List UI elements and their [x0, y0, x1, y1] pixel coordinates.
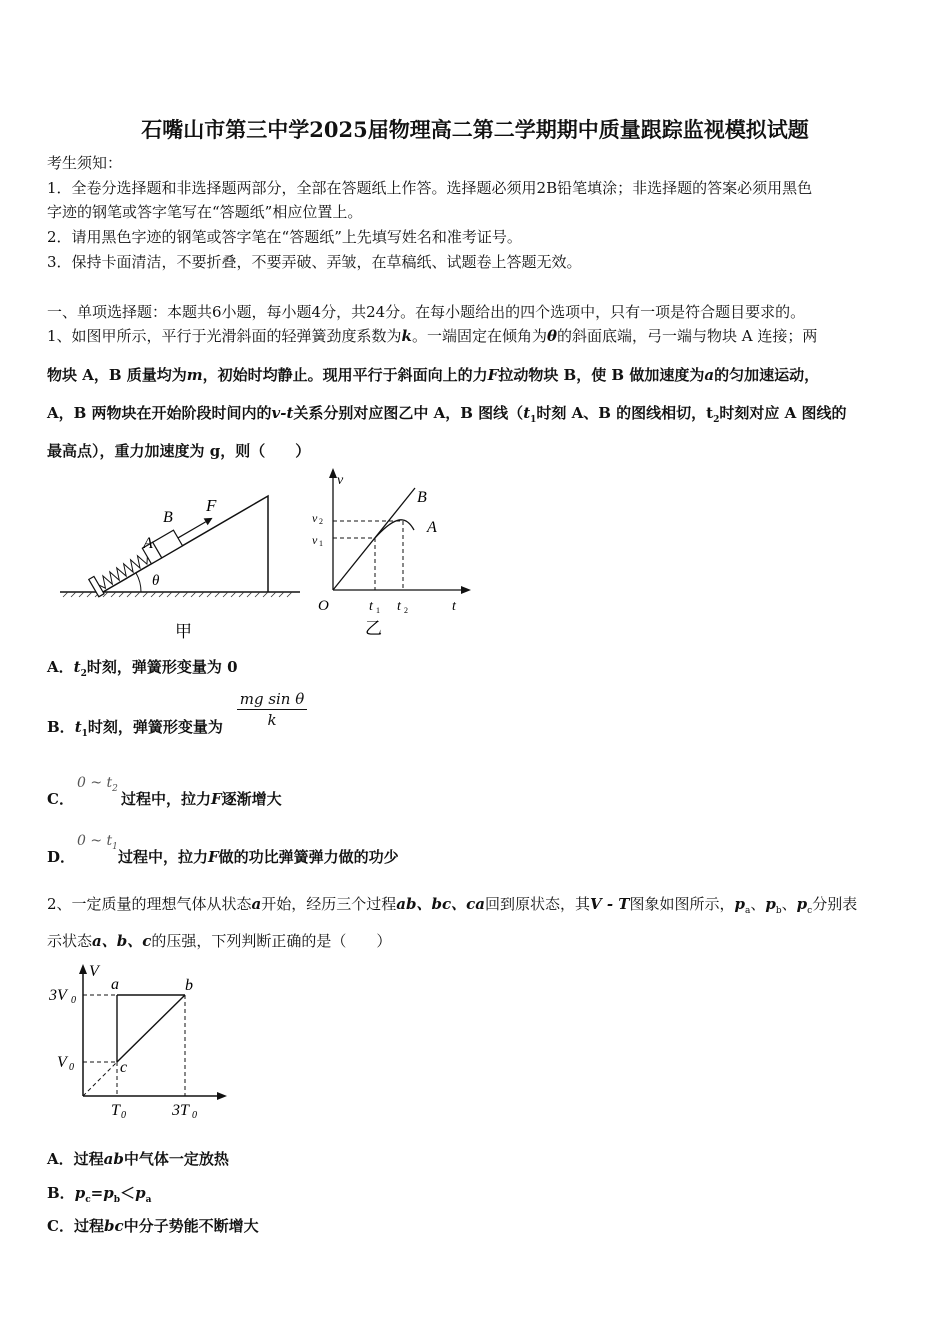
notice-item-1: 1．全卷分选择题和非选择题两部分，全部在答题纸上作答。选择题必须用2B铅笔填涂；非选择题的答案必须用黑色 [47, 179, 813, 197]
force-arrowhead [204, 514, 215, 525]
q1-F: F [487, 366, 499, 384]
option-label: B． [47, 718, 75, 736]
q2-text: 2、一定质量的理想气体从状态 [47, 895, 252, 913]
guide-lines [333, 521, 403, 590]
label-v2-sub: 2 [319, 517, 323, 526]
q1-a: a [704, 366, 715, 384]
label-A: A [143, 535, 153, 552]
option-sub: b [113, 1195, 121, 1205]
q1-option-D-text [118, 846, 399, 868]
q2-abc: a、b、c [92, 932, 152, 950]
option-p: p [74, 1184, 86, 1202]
T-axis-arrow [217, 1092, 227, 1100]
q1-t1-sub: 1 [530, 415, 537, 425]
range-C [77, 775, 118, 794]
label-A-curve: A [427, 519, 437, 536]
V-axis-arrow [79, 964, 87, 974]
section-heading: 一、单项选择题：本题共6小题，每小题4分，共24分。在每小题给出的四个选项中，只有一项是符合题目要求的。 [47, 303, 806, 321]
q2-text: 示状态 [47, 932, 93, 950]
caption-jia: 甲 [175, 622, 192, 641]
q2-pc: p [796, 895, 808, 913]
q2-line-1: 2、一定质量的理想气体从状态a开始，经历三个过程ab、bc、ca回到原状态，其V - T图象如图所示，$p_a$、$p_b$、$p_c$分别表 [47, 895, 858, 916]
label-3T0: 3T [172, 1102, 189, 1119]
label-3V0-sub: 0 [71, 995, 76, 1006]
spring [96, 552, 150, 591]
label-V0: V [57, 1054, 67, 1071]
q1-line-3 [47, 402, 846, 431]
notice-heading: 考生须知： [47, 154, 123, 172]
curve-A [375, 520, 414, 538]
label-t2: t [397, 599, 401, 614]
option-eq: = [90, 1184, 104, 1202]
q1-t2-sub: 2 [713, 415, 720, 425]
option-text: 逐渐增大 [221, 790, 282, 808]
q2-procs: ab、bc、ca [396, 895, 485, 913]
q1-text: 关系分别对应图乙中 A，B 图线（ [293, 404, 524, 422]
label-3T0-sub: 0 [192, 1110, 197, 1121]
q1-option-C-text [121, 788, 282, 810]
option-label: C． [47, 790, 74, 808]
q1-text: 拉动物块 B，使 B 做加速度为 [498, 366, 705, 384]
label-state-a: a [111, 976, 119, 993]
label-theta: θ [152, 573, 160, 589]
notice-item-1-cont: 字迹的钢笔或答字笔写在“答题纸”相应位置上。 [47, 203, 363, 221]
label-3V0: 3V [49, 987, 67, 1004]
label-V: V [89, 963, 99, 980]
q1-text: 时刻 A、B 的图线相切， [536, 404, 707, 422]
q1-line-2 [47, 364, 819, 386]
option-p: p [103, 1184, 114, 1202]
q1-t1: t [523, 404, 531, 422]
q2-text: 的压强，下列判断正确的是（ ） [151, 932, 392, 950]
fraction-denominator: k [267, 711, 277, 729]
option-sub: 1 [81, 729, 88, 739]
label-T0: T [111, 1102, 120, 1119]
label-state-c: c [120, 1059, 128, 1076]
label-v: v [337, 473, 344, 488]
option-text: 中分子势能不断增大 [123, 1217, 259, 1235]
vt-graph [305, 466, 475, 646]
label-B-line: B [417, 489, 427, 506]
label-F: F [206, 496, 217, 515]
q2-pc-sub: c [807, 906, 813, 916]
option-var: t [74, 718, 82, 736]
q1-text: 。一端固定在倾角为 [411, 327, 547, 345]
caption-yi: 乙 [365, 619, 382, 638]
v-axis-arrow [329, 468, 337, 478]
option-p: p [135, 1184, 146, 1202]
process-bc [117, 995, 185, 1062]
notice-item-2: 2．请用黑色字迹的钢笔或答字笔在“答题纸”上先填写姓名和准考证号。 [47, 228, 522, 246]
q2-pa: p [734, 895, 745, 913]
q1-line-1 [47, 325, 817, 347]
option-text: 过程 [73, 1150, 104, 1168]
q1-option-C[interactable] [47, 788, 74, 810]
range-text: 0 ~ t [77, 775, 113, 791]
label-v1: v [312, 533, 318, 547]
t-axis-arrow [461, 586, 471, 594]
q2-option-C[interactable] [47, 1215, 259, 1237]
q1-option-D[interactable] [47, 846, 75, 868]
option-text: 中气体一定放热 [123, 1150, 229, 1168]
label-t: t [452, 599, 456, 614]
page-title: 石嘴山市第三中学2025届物理高二第二学期期中质量跟踪监视模拟试题 [141, 117, 809, 142]
option-label: D． [47, 848, 76, 866]
q1-text: 的匀加速运动， [714, 366, 820, 384]
option-sub: 2 [80, 669, 87, 679]
angle-arc [136, 573, 141, 592]
q2-VT: V - T [590, 895, 630, 913]
range-D [77, 833, 118, 852]
label-V0-sub: 0 [69, 1062, 74, 1073]
q2-a: a [251, 895, 262, 913]
option-proc: ab [103, 1150, 124, 1168]
q1-text: ，初始时均静止。现用平行于斜面向上的力 [202, 366, 488, 384]
fraction-numerator: mg sin θ [237, 689, 307, 710]
label-t1: t [369, 599, 373, 614]
label-v2: v [312, 511, 318, 525]
q2-text: 图象如图所示， [629, 895, 735, 913]
label-t2-sub: 2 [404, 606, 408, 615]
option-label: C． [47, 1217, 74, 1235]
range-text: 0 ~ t [77, 833, 113, 849]
q2-line-2 [47, 930, 391, 952]
incline-figure [55, 478, 305, 648]
incline-slope [103, 496, 268, 592]
q1-line-4: 最高点），重力加速度为 g，则（ ） [47, 442, 311, 460]
option-text: 过程中，拉力 [118, 848, 209, 866]
q2-pb-sub: b [775, 906, 782, 916]
q1-option-A[interactable] [47, 656, 238, 685]
option-F: F [211, 790, 222, 808]
q1-text: A，B 两物块在开始阶段时间内的 [47, 404, 272, 422]
q1-text: 时刻对应 A 图线的 [719, 404, 847, 422]
option-text: 过程中，拉力 [121, 790, 212, 808]
q1-text: 物块 A，B 质量均为 [47, 366, 187, 384]
q1-k: k [401, 327, 412, 345]
option-label: A． [47, 1150, 74, 1168]
notice-item-3: 3．保持卡面清洁，不要折叠，不要弄破、弄皱，在草稿纸、试题卷上答题无效。 [47, 253, 582, 271]
option-label: A． [47, 658, 74, 676]
label-t1-sub: 1 [376, 606, 380, 615]
option-text: 过程 [73, 1217, 104, 1235]
option-text: 时刻，弹簧形变量为 [87, 718, 223, 736]
label-O: O [318, 598, 329, 614]
q1-text: 1、如图甲所示，平行于光滑斜面的轻弹簧劲度系数为 [47, 327, 402, 345]
q1-t2: t [706, 404, 714, 422]
q1-vt: v-t [271, 404, 294, 422]
VT-graph [45, 958, 235, 1123]
q2-option-A[interactable] [47, 1148, 229, 1170]
option-lt: ＜ [120, 1184, 136, 1202]
q2-text: 分别表 [812, 895, 858, 913]
label-T0-sub: 0 [121, 1110, 126, 1121]
option-F: F [208, 848, 219, 866]
q1-text: 的斜面底端，弓一端与物块 A 连接；两 [556, 327, 818, 345]
q2-text: 开始，经历三个过程 [261, 895, 397, 913]
option-text: 做的功比弹簧弹力做的功少 [218, 848, 399, 866]
fraction [237, 689, 307, 730]
option-var: t [73, 658, 81, 676]
q1-theta: θ [546, 327, 557, 345]
q2-pb: p [765, 895, 776, 913]
q1-m: m [186, 366, 203, 384]
range-sub: 1 [112, 841, 118, 852]
q2-option-B[interactable] [47, 1182, 151, 1211]
option-text: 时刻，弹簧形变量为 0 [86, 658, 238, 676]
q1-option-B[interactable] [47, 716, 223, 745]
label-v1-sub: 1 [319, 539, 323, 548]
option-sub: a [145, 1195, 152, 1205]
q2-pa-sub: a [745, 906, 751, 916]
label-state-b: b [185, 977, 193, 994]
option-label: B． [47, 1184, 75, 1202]
option-proc: bc [103, 1217, 124, 1235]
label-B: B [163, 509, 173, 526]
option-sub: c [85, 1195, 91, 1205]
range-sub: 2 [112, 783, 118, 794]
q2-text: 回到原状态，其 [484, 895, 590, 913]
